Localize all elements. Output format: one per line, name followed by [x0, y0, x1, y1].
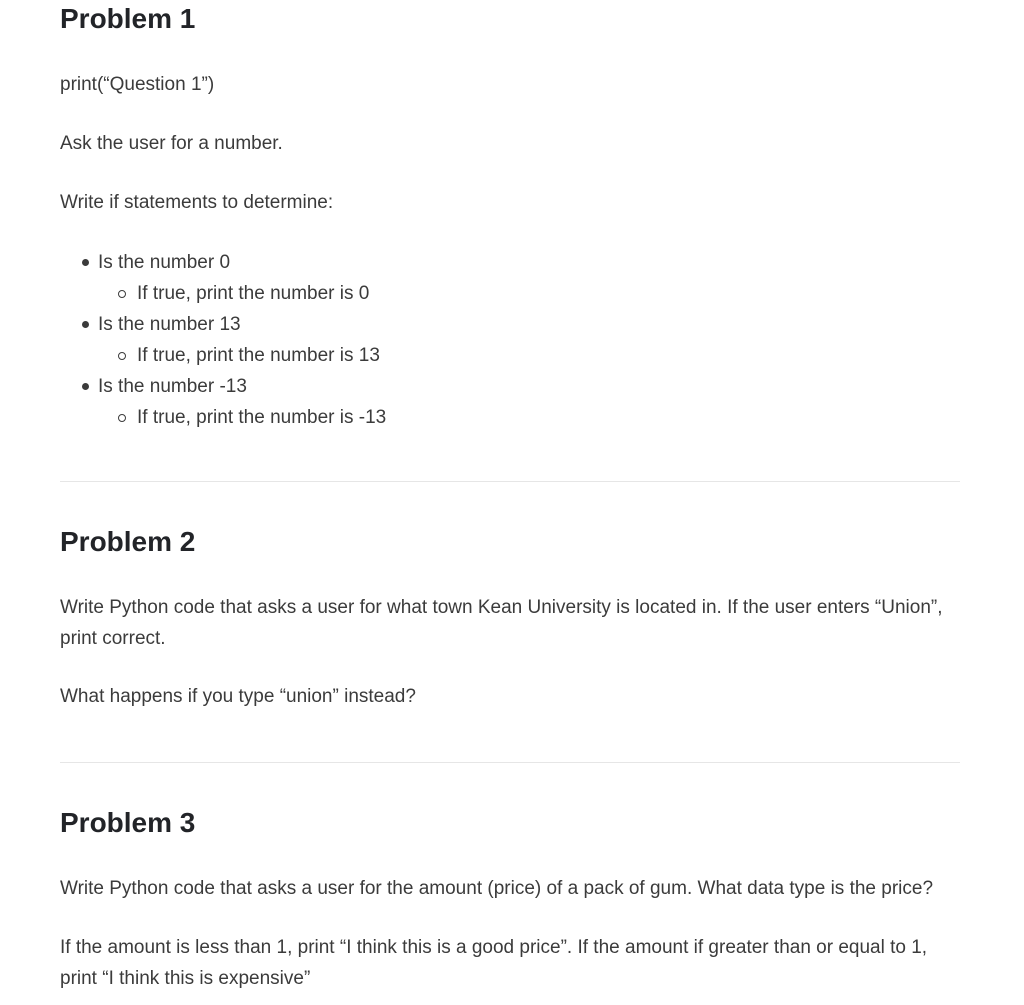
sub-list-item [98, 278, 960, 309]
sub-list-item [98, 402, 960, 433]
problem-1-title: Problem 1 [60, 3, 196, 34]
list-item [60, 309, 960, 371]
problem-1-ask: Ask the user for a number. [60, 133, 283, 154]
bullet-dot-icon [82, 383, 89, 390]
problem-2-description: Write Python code that asks a user for what town Kean University is located in. If the user enters “Union”, print correct. [60, 597, 943, 649]
bullet-dot-icon [82, 259, 89, 266]
problem-3-description: Write Python code that asks a user for the amount (price) of a pack of gum. What data type is the price? [60, 878, 934, 899]
bullet-circle-icon [118, 414, 126, 422]
list-item-label: Is the number -13 [98, 376, 247, 397]
problem-3-condition: If the amount is less than 1, print “I think this is a good price”. If the amount if greater than or equal to 1, print “I think this is expensive” [60, 937, 928, 989]
sub-list [98, 340, 960, 371]
list-item [60, 247, 960, 309]
problem-3-title: Problem 3 [60, 807, 196, 838]
section-divider [60, 762, 960, 763]
sub-list [98, 278, 960, 309]
problem-1-print-line: print(“Question 1”) [60, 74, 215, 95]
bullet-dot-icon [82, 321, 89, 328]
section-divider [60, 481, 960, 482]
sub-list-item [98, 340, 960, 371]
bullet-circle-icon [118, 290, 126, 298]
sub-list-item-label: If true, print the number is 0 [137, 283, 370, 304]
list-item [60, 371, 960, 433]
problem-2-question: What happens if you type “union” instead? [60, 686, 416, 707]
problem-1-condition-list [60, 247, 960, 433]
bullet-circle-icon [118, 352, 126, 360]
sub-list-item-label: If true, print the number is -13 [137, 407, 387, 428]
problem-1-instruction: Write if statements to determine: [60, 192, 334, 213]
problem-2-title: Problem 2 [60, 526, 196, 557]
list-item-label: Is the number 0 [98, 252, 231, 273]
sub-list-item-label: If true, print the number is 13 [137, 345, 380, 366]
sub-list [98, 402, 960, 433]
list-item-label: Is the number 13 [98, 314, 241, 335]
